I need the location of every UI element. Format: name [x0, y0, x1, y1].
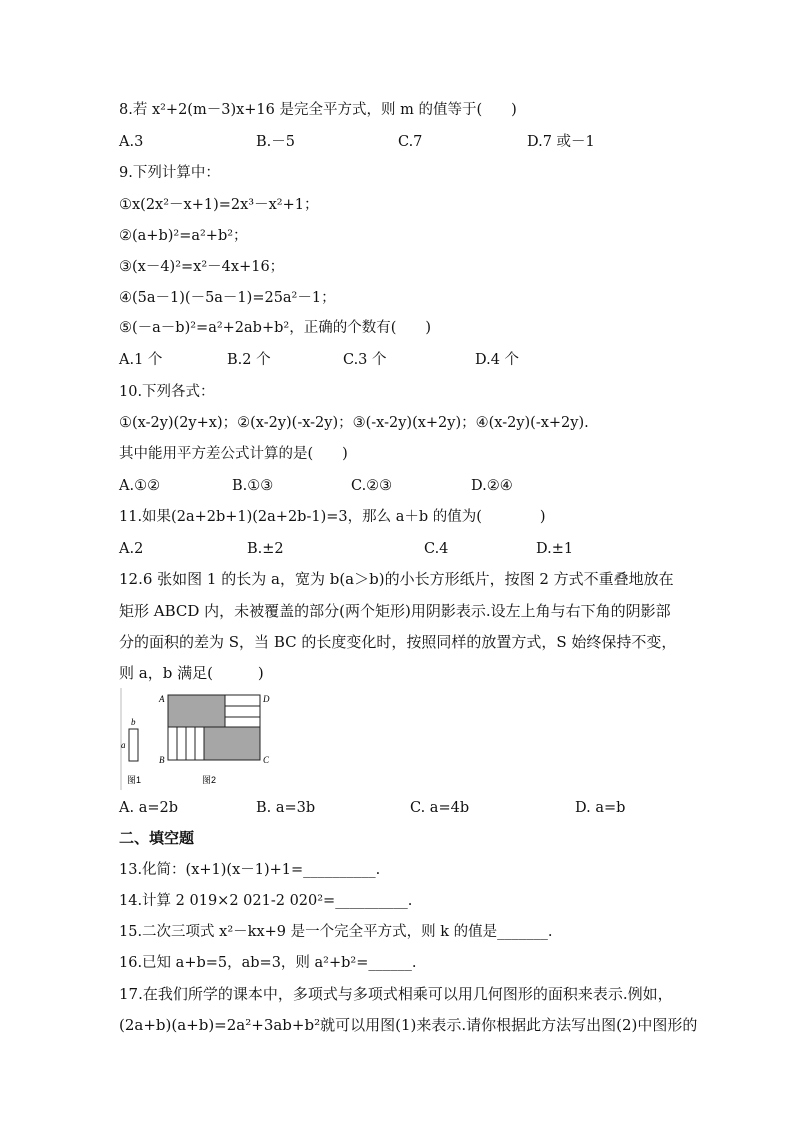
q9-stem: 9.下列计算中： [119, 165, 220, 181]
q14: 14.计算 2 019×2 021-2 020²=__________. [119, 893, 413, 909]
q9-option-b: B.2 个 [227, 352, 271, 368]
q11-stem: 11.如果(2a+2b+1)(2a+2b-1)=3，那么 a＋b 的值为( ) [119, 509, 546, 525]
q17-line-2: (2a+b)(a+b)=2a²+3ab+b²就可以用图(1)来表示.请你根据此方法写出图(2)中图形的 [119, 1016, 698, 1034]
q9-option-a: A.1 个 [119, 352, 163, 368]
figure1-label-b: b [131, 717, 136, 727]
q17-line-1: 17.在我们所学的课本中，多项式与多项式相乘可以用几何图形的面积来表示.例如， [119, 985, 673, 1003]
q8-option-b: B.－5 [256, 134, 295, 150]
q11-option-b: B.±2 [247, 541, 284, 557]
q9-item-3: ③(x－4)²=x²－4x+16； [119, 259, 285, 275]
figure2-label-c: C [263, 755, 270, 765]
q16: 16.已知 a+b=5，ab=3，则 a²+b²=______. [119, 955, 417, 971]
q15: 15.二次三项式 x²－kx+9 是一个完全平方式，则 k 的值是_______. [119, 924, 553, 940]
q11-option-c: C.4 [424, 541, 449, 557]
q12-option-c: C. a=4b [410, 800, 470, 816]
q8-stem: 8.若 x²+2(m－3)x+16 是完全平方式，则 m 的值等于( ) [119, 102, 517, 118]
q11-option-d: D.±1 [536, 541, 574, 557]
q8-option-d: D.7 或－1 [527, 134, 595, 150]
q10-question: 其中能用平方差公式计算的是( ) [119, 446, 348, 462]
q9-option-c: C.3 个 [343, 352, 387, 368]
q12-option-d: D. a=b [575, 800, 626, 816]
q13: 13.化简：(x+1)(x－1)+1=__________. [119, 862, 381, 878]
q12-line-3: 分的面积的差为 S，当 BC 的长度变化时，按照同样的放置方式，S 始终保持不变， [119, 633, 677, 651]
q9-item-5: ⑤(－a－b)²=a²+2ab+b²，正确的个数有( ) [119, 320, 432, 336]
figure1-rectangle [129, 729, 138, 761]
figure2-label-d: D [263, 694, 270, 704]
q11-option-a: A.2 [119, 541, 144, 557]
q10-option-b: B.①③ [232, 478, 274, 494]
q12-line-4: 则 a，b 满足( ) [119, 664, 264, 682]
q9-item-2: ②(a+b)²=a²+b²； [119, 228, 248, 244]
q10-stem: 10.下列各式： [119, 384, 215, 400]
q9-item-1: ①x(2x²－x+1)=2x³－x²+1； [119, 197, 319, 213]
q12-line-1: 12.6 张如图 1 的长为 a，宽为 b(a＞b)的小长方形纸片，按图 2 方式不重叠地放在 [119, 570, 674, 588]
figure2-caption: 图2 [202, 775, 217, 785]
q10-expressions: ①(x-2y)(2y+x)；②(x-2y)(-x-2y)；③(-x-2y)(x+2y)；④(x-2y)(-x+2y). [119, 415, 589, 431]
figure2-label-b: B [159, 755, 165, 765]
q10-option-a: A.①② [119, 478, 161, 494]
q10-option-d: D.②④ [471, 478, 513, 494]
figure1-caption: 图1 [127, 775, 142, 785]
figure2-shaded-top-left [168, 695, 225, 727]
q9-item-4: ④(5a－1)(－5a－1)=25a²－1； [119, 290, 336, 306]
q10-option-c: C.②③ [351, 478, 393, 494]
figure1-label-a: a [121, 740, 126, 750]
q12-figure [120, 688, 285, 790]
q12-option-a: A. a=2b [119, 800, 178, 816]
q9-option-d: D.4 个 [475, 352, 520, 368]
q12-option-b: B. a=3b [256, 800, 316, 816]
q8-option-c: C.7 [398, 134, 423, 150]
section-title-fill-in: 二、填空题 [119, 829, 195, 847]
q12-line-2: 矩形 ABCD 内，未被覆盖的部分(两个矩形)用阴影表示.设左上角与右下角的阴影部 [119, 602, 671, 620]
q8-option-a: A.3 [119, 134, 144, 150]
figure2-label-a: A [159, 694, 165, 704]
figure2-shaded-bottom-right [204, 727, 260, 760]
